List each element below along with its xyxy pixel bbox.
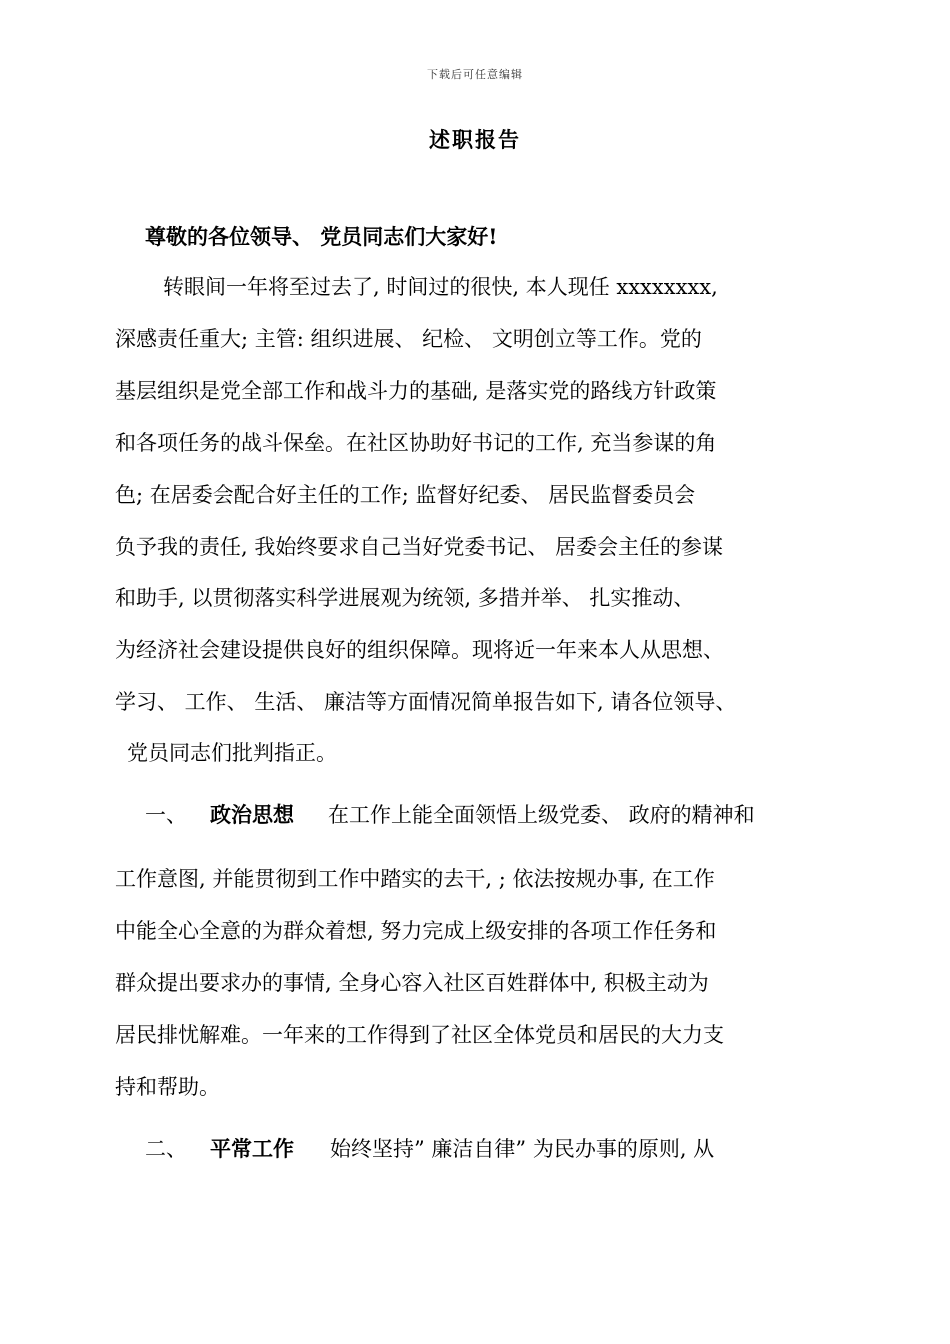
greeting: 尊敬的各位领导、 党员同志们大家好! [145, 224, 498, 249]
section-heading: 平常工作 [210, 1136, 294, 1161]
section-line: 群众提出要求办的事情, 全身心容入社区百姓群体中, 积极主动为 [115, 971, 709, 995]
section-line: 居民排忧解难。一年来的工作得到了社区全体党员和居民的大力支 [115, 1023, 724, 1047]
section-number: 一、 [145, 803, 187, 827]
section-line: 中能全心全意的为群众着想, 努力完成上级安排的各项工作任务和 [115, 919, 717, 943]
document-title: 述职报告 [429, 127, 521, 152]
intro-line: 学习、 工作、 生活、 廉洁等方面情况简单报告如下, 请各位领导、 [115, 690, 737, 714]
section-heading: 政治思想 [210, 802, 294, 827]
intro-line: 转眼间一年将至过去了, 时间过的很快, 本人现任 xxxxxxxx, [163, 275, 718, 299]
intro-line: 基层组织是党全部工作和战斗力的基础, 是落实党的路线方针政策 [115, 379, 717, 403]
intro-line: 为经济社会建设提供良好的组织保障。现将近一年来本人从思想、 [115, 638, 724, 662]
section-line: 始终坚持” 廉洁自律” 为民办事的原则, 从 [330, 1137, 715, 1161]
intro-line: 色; 在居委会配合好主任的工作; 监督好纪委、 居民监督委员会 [115, 483, 696, 507]
intro-line: 和各项任务的战斗保垒。在社区协助好书记的工作, 充当参谋的角 [115, 431, 717, 455]
intro-line: 党员同志们批判指正。 [127, 741, 337, 765]
intro-line: 深感责任重大; 主管: 组织进展、 纪检、 文明创立等工作。党的 [115, 327, 702, 351]
section-line: 在工作上能全面领悟上级党委、 政府的精神和 [328, 803, 755, 827]
intro-line: 和助手, 以贯彻落实科学进展观为统领, 多措并举、 扎实推动、 [115, 586, 695, 610]
section-line: 工作意图, 并能贯彻到工作中踏实的去干, ; 依法按规办事, 在工作 [115, 867, 715, 891]
page-header: 下载后可任意编辑 [427, 68, 523, 81]
section-number: 二、 [145, 1137, 187, 1161]
intro-line: 负予我的责任, 我始终要求自己当好党委书记、 居委会主任的参谋 [115, 535, 724, 559]
section-line: 持和帮助。 [115, 1075, 220, 1099]
